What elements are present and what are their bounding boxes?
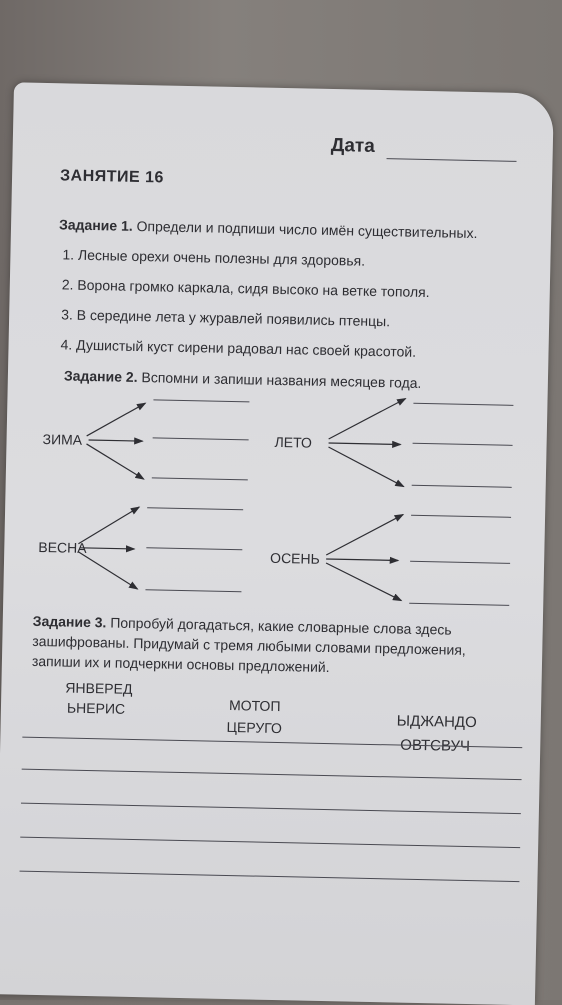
date-label: Дата xyxy=(330,134,376,157)
writing-line xyxy=(20,837,520,848)
season-winter: ЗИМА xyxy=(42,431,83,448)
task1-item-1: 1. Лесные орехи очень полезны для здоровья. xyxy=(62,246,366,269)
scrambled-word: ЦЕРУГО xyxy=(226,718,283,737)
task3-line-1: Задание 3. Попробуй догадаться, какие словарные слова здесь xyxy=(32,612,452,638)
season-autumn: ОСЕНЬ xyxy=(269,549,320,567)
task1-item-3: 3. В середине лета у журавлей появились птенцы. xyxy=(61,306,391,330)
writing-line xyxy=(20,871,520,882)
task3-line-2: зашифрованы. Придумай с тремя любыми словами предложения, xyxy=(32,632,466,658)
scrambled-word: ОВТСВУЧ xyxy=(400,736,471,756)
scrambled-word: МОТОП xyxy=(228,696,281,715)
season-summer: ЛЕТО xyxy=(274,433,313,451)
task1-item-2: 2. Ворона громко каркала, сидя высоко на ветке тополя. xyxy=(61,276,430,301)
writing-line xyxy=(22,769,522,780)
scrambled-word: ЬНЕРИС xyxy=(66,699,126,717)
scrambled-word: ЯНВЕРЕД xyxy=(65,679,133,697)
lesson-title: ЗАНЯТИЕ 16 xyxy=(59,167,165,187)
task3-line-3: запиши их и подчеркни основы предложений. xyxy=(31,652,330,676)
task1-item-4: 4. Душистый куст сирени радовал нас своей красотой. xyxy=(60,336,417,360)
season-spring: ВЕСНА xyxy=(38,538,87,556)
task2-heading: Задание 2. Вспомни и запиши названия месяцев года. xyxy=(63,367,422,391)
season-arrows xyxy=(2,82,554,653)
scrambled-word: ЫДЖАНДО xyxy=(396,712,477,732)
workbook-page xyxy=(0,82,554,1005)
writing-line xyxy=(21,803,521,814)
task1-heading: Задание 1. Определи и подпиши число имён существительных. xyxy=(58,216,478,242)
